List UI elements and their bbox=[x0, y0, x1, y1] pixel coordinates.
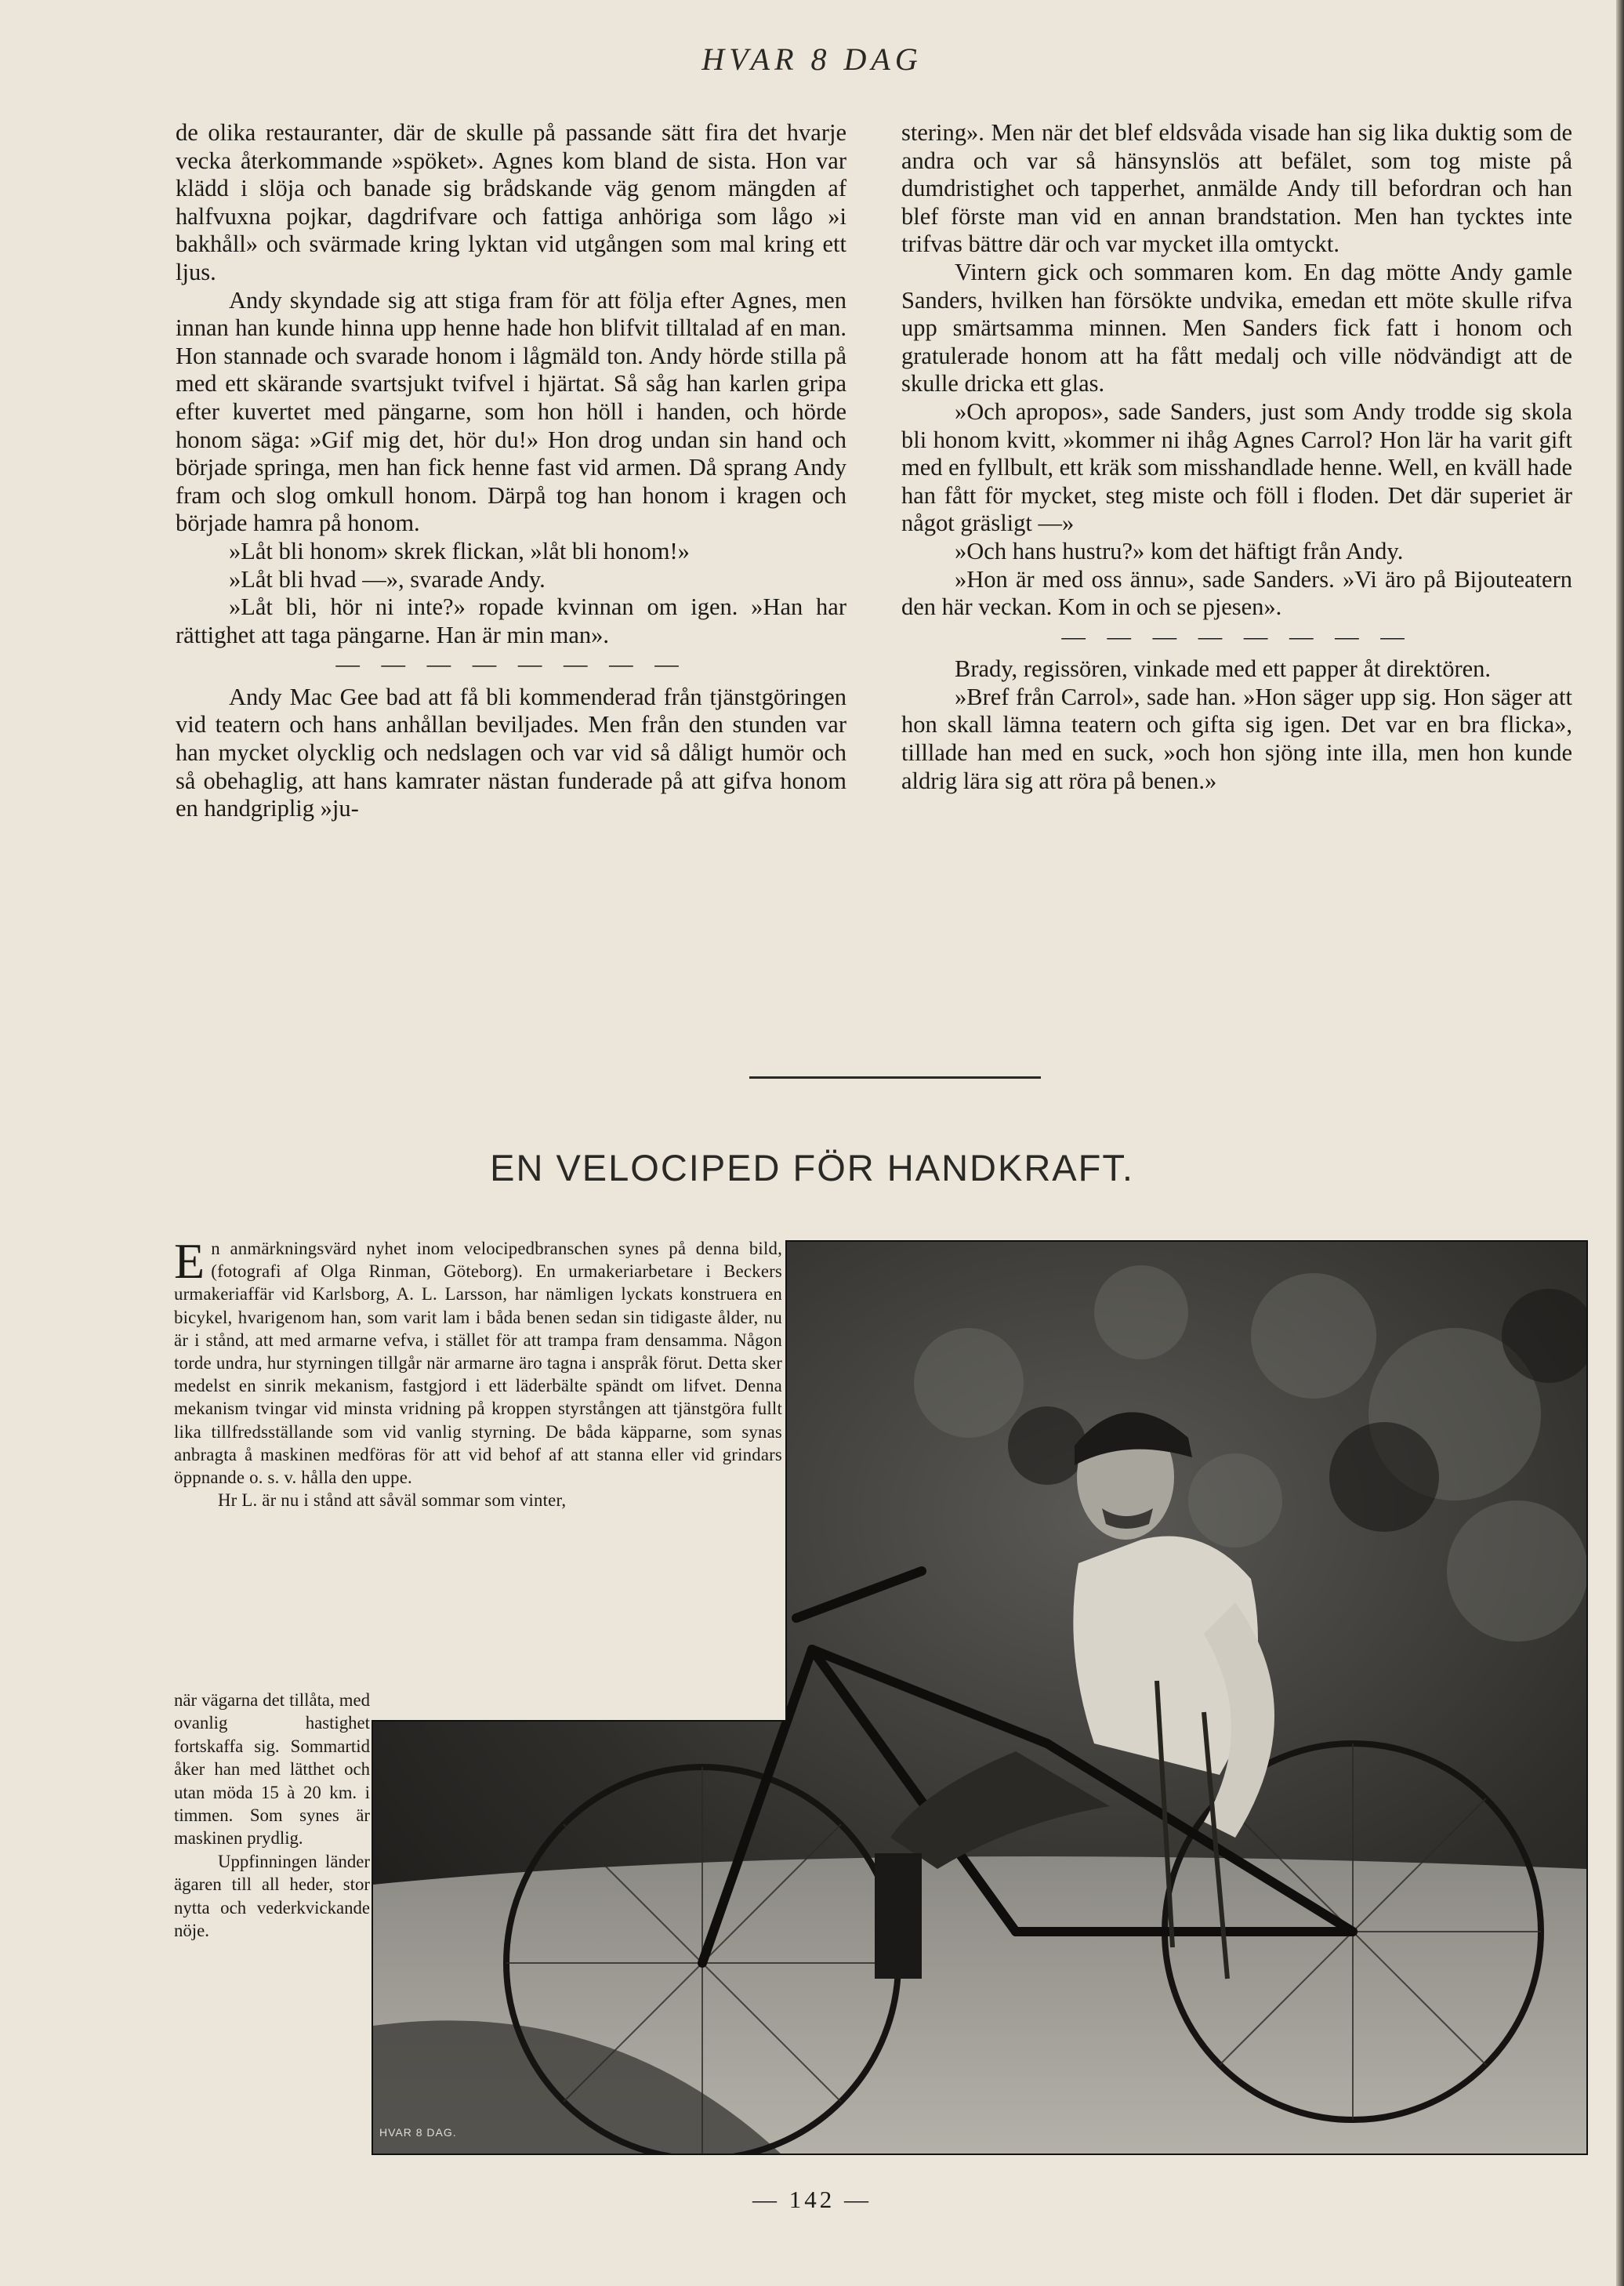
article-lead-text: n anmärkningsvärd nyhet inom velocipedbranschen synes på denna bild, (fotografi af Olga Rinman, Göteborg). En urmakeriarbetare i Beckers urmakeriaffär vid Karlsborg, A. L. Larsson, har nämligen lyckats konstruera en bicykel, hvarigenom han, som varit lam i båda benen sedan sin tidigaste ålder, nu är i stånd, att med armarne vefva, i stället för att trampa fram densamma. Någon torde undra, hur styrningen tillgår när armarne äro tagna i anspråk förut. Detta sker medelst en sinrik mekanism, fastgjord i ett läderbälte spändt om lifvet. Denna mekanism tvingar vid minsta vridning på kroppen styrstången att tjänstgöra fullt lika tillfredsställande som vid vanlig styrning. De båda käpparne, som synas anbragta å maskinen medföras för att vid behof af att stanna eller vid grindars öppnande o. s. v. hålla den uppe. bbox=[174, 1239, 782, 1488]
running-title: HVAR 8 DAG bbox=[701, 42, 923, 77]
story-paragraph: »Låt bli honom» skrek flickan, »låt bli honom!» bbox=[229, 537, 690, 564]
section-break: — — — — — — — — bbox=[335, 651, 687, 678]
story-paragraph: »Låt bli, hör ni inte?» ropade kvinnan om igen. »Han har rättighet att taga pängarne. Han är min man». bbox=[176, 593, 846, 648]
article-lead-paragraph bbox=[174, 1233, 782, 1489]
story-paragraph: Brady, regissören, vinkade med ett papper åt direktören. bbox=[955, 655, 1492, 683]
drop-cap: E bbox=[174, 1233, 205, 1289]
story-paragraph: Vintern gick och sommaren kom. En dag mötte Andy gamle Sanders, hvilken han försökte undvika, emedan ett möte skulle rifva upp smärtsamma minnen. Men Sanders fick fatt i honom och gratulerade honom att ha fått medalj och ville nödvändigt att de skulle dricka ett glas. bbox=[901, 258, 1572, 397]
article-closing-paragraph: Uppfinningen länder ägaren till all heder, stor nytta och vederkvickande nöje. bbox=[174, 1851, 370, 1941]
photo-watermark: HVAR 8 DAG. bbox=[379, 2126, 457, 2139]
story-paragraph: »Hon är med oss ännu», sade Sanders. »Vi äro på Bijouteatern den här veckan. Kom in och se pjesen». bbox=[901, 565, 1572, 621]
story-paragraph: »Låt bli hvad —», svarade Andy. bbox=[229, 565, 546, 593]
page-binding-edge bbox=[1616, 0, 1624, 2286]
article-headline: EN VELOCIPED FÖR HANDKRAFT. bbox=[490, 1147, 1134, 1188]
story-paragraph: Andy Mac Gee bad att få bli kommenderad från tjänstgöringen vid teatern och hans anhållan beviljades. Men från den stunden var han mycket olycklig och nedslagen och var vid så dåligt humör och så obehaglig, att hans kamrater nästan funderade på att gifva honom en handgriplig »ju- bbox=[176, 683, 846, 822]
article-body-wide bbox=[174, 1233, 782, 1511]
section-break: — — — — — — — — bbox=[1061, 622, 1412, 650]
story-left-column bbox=[176, 119, 846, 823]
story-right-column bbox=[901, 119, 1572, 795]
story-paragraph: stering». Men när det blef eldsvåda visade han sig lika duktig som de andra och var så hänsynslös att befälet, som tog miste på dumdristighet och tapperhet, anmälde Andy till befordran och han blef förste man vid en annan brandstation. Men han tycktes inte trifvas bättre där och var mycket illa omtyckt. bbox=[901, 119, 1572, 258]
story-paragraph: Andy skyndade sig att stiga fram för att följa efter Agnes, men innan han kunde hinna upp henne hade hon blifvit tilltalad af en man. Hon stannade och svarade honom i lågmäld ton. Andy hörde stilla på med ett skärande svartsjukt tvifvel i hjärtat. Så såg han karlen gripa efter kuvertet med pängarne, som hon höll i handen, och hörde honom säga: »Gif mig det, hör du!» Hon drog undan sin hand och började springa, men han fick henne fast vid armen. Då sprang Andy fram och slog omkull honom. Därpå tog han honom i kragen och började hamra på honom. bbox=[176, 286, 846, 537]
article-paragraph-narrow: när vägarna det tillåta, med ovanlig hastighet fortskaffa sig. Sommartid åker han med lätthet och utan möda 15 à 20 km. i timmen. Som synes är maskinen prydlig. bbox=[174, 1690, 370, 1849]
story-paragraph: »Och apropos», sade Sanders, just som Andy trodde sig skola bli honom kvitt, »kommer ni ihåg Agnes Carrol? Hon lär ha varit gift med en fyllbult, ett kräk som misshandlade henne. Well, en kväll hade han fått för mycket, steg miste och föll i floden. Det där superiet är något gräsligt —» bbox=[901, 397, 1572, 537]
story-paragraph: »Bref från Carrol», sade han. »Hon säger upp sig. Hon säger att hon skall lämna teatern och gifta sig igen. Det var en bra flicka», tilllade han med en suck, »och hon sjöng inte illa, men hon kunde aldrig lära sig att röra på benen.» bbox=[901, 683, 1572, 794]
section-divider-rule bbox=[749, 1076, 1041, 1079]
page-number: — 142 — bbox=[752, 2186, 872, 2213]
article-paragraph-wide: Hr L. är nu i stånd att såväl sommar som vinter, bbox=[218, 1490, 567, 1511]
story-paragraph: »Och hans hustru?» kom det häftigt från Andy. bbox=[955, 537, 1404, 564]
article-body-narrow bbox=[174, 1689, 370, 1942]
story-paragraph: de olika restauranter, där de skulle på passande sätt fira det hvarje vecka återkommande »spöket». Agnes kom bland de sista. Hon var klädd i slöja och banade sig brådskande väg genom mängden af halfvuxna pojkar, dagdrifvare och fattiga anhöriga som lågo »i bakhåll» och svärmade kring lyktan vid utgången som mal kring ett ljus. bbox=[176, 119, 846, 285]
